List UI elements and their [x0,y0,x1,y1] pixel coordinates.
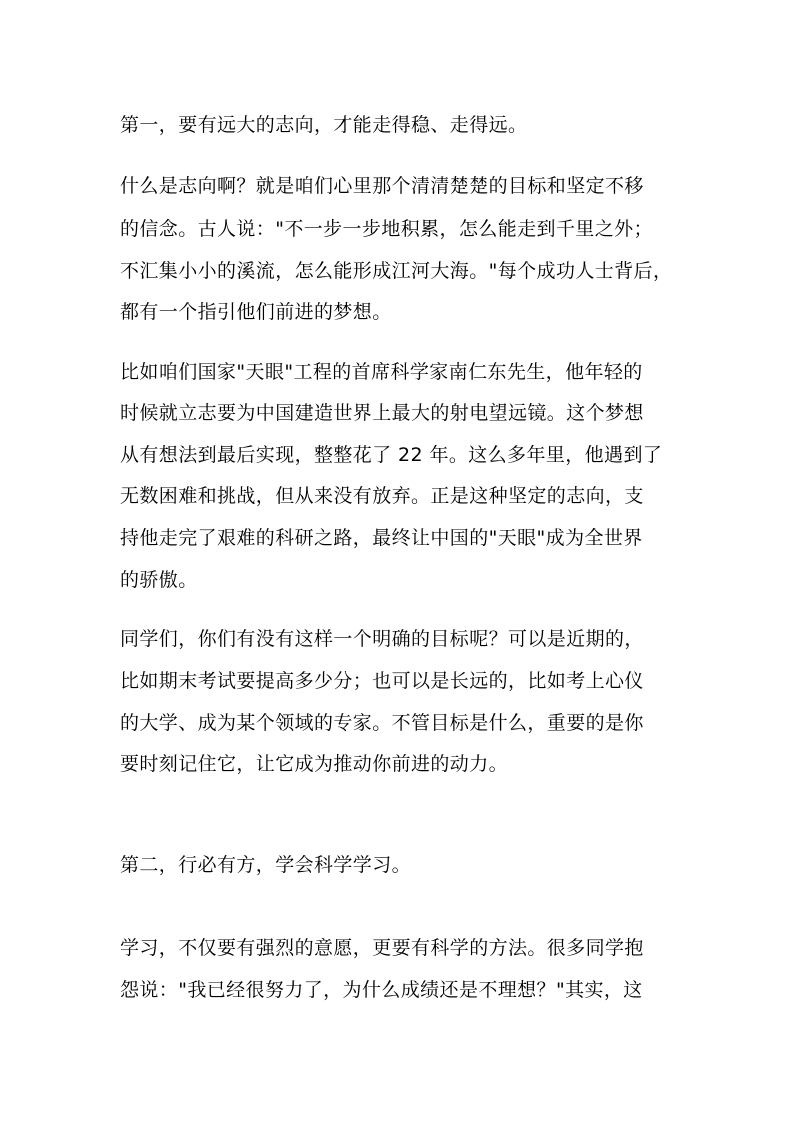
paragraph-line: 都有一个指引他们前进的梦想。 [120,301,392,323]
paragraph-line: 学习，不仅要有强烈的意愿，更要有科学的方法。很多同学抱 [120,937,644,959]
paragraph-line: 的信念。古人说："不一步一步地积累，怎么能走到千里之外； [120,218,653,240]
paragraph-line: 的大学、成为某个领域的专家。不管目标是什么，重要的是你 [120,712,644,734]
paragraph-line: 要时刻记住它，让它成为推动你前进的动力。 [120,753,509,775]
paragraph-line: 比如期末考试要提高多少分；也可以是长远的，比如考上心仪 [120,670,644,692]
paragraph-line: 同学们，你们有没有这样一个明确的目标呢？可以是近期的， [120,628,644,650]
paragraph-line: 什么是志向啊？就是咱们心里那个清清楚楚的目标和坚定不移 [120,175,644,197]
paragraph-line: 无数困难和挑战，但从来没有放弃。正是这种坚定的志向，支 [120,485,644,507]
paragraph-line: 怨说："我已经很努力了，为什么成绩还是不理想？"其实，这 [120,979,643,1001]
paragraph-line: 的骄傲。 [120,569,198,591]
paragraph-line: 时候就立志要为中国建造世界上最大的射电望远镜。这个梦想 [120,402,644,424]
paragraph-line: 持他走完了艰难的科研之路，最终让中国的"天眼"成为全世界 [120,527,643,549]
section1-heading: 第一，要有远大的志向，才能走得稳、走得远。 [120,114,528,136]
paragraph-line: 比如咱们国家"天眼"工程的首席科学家南仁东先生，他年轻的 [120,361,643,383]
section2-heading: 第二，行必有方，学会科学学习。 [120,854,412,876]
paragraph-line: 从有想法到最后实现，整整花了 22 年。这么多年里，他遇到了 [120,444,663,466]
paragraph-line: 不汇集小小的溪流，怎么能形成江河大海。"每个成功人士背后， [120,260,673,282]
